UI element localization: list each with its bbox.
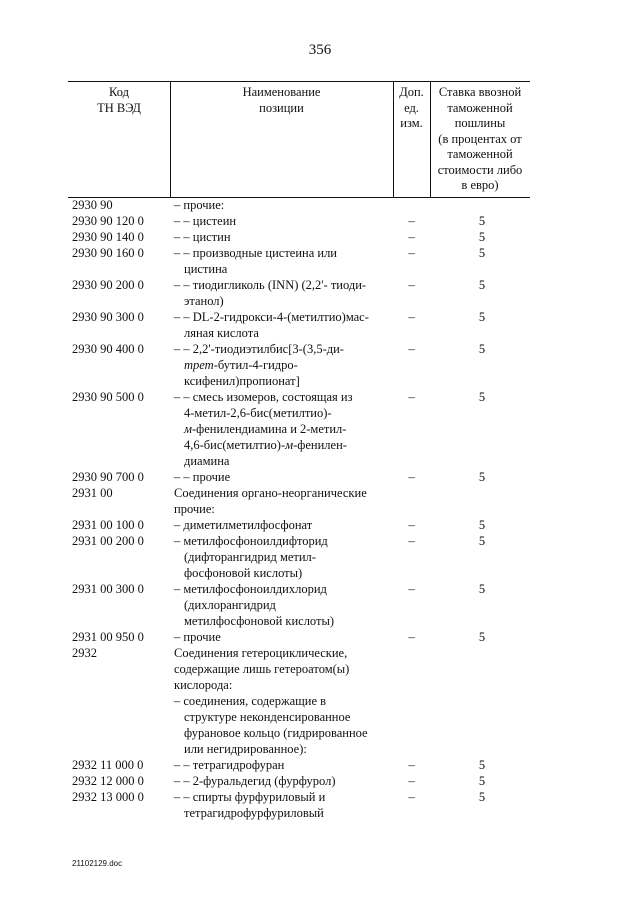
row-name xyxy=(174,277,396,309)
row-name xyxy=(174,213,396,229)
row-name-line: – прочие xyxy=(174,630,221,644)
row-code: 2931 00 100 0 xyxy=(72,518,144,532)
row-rate: 5 xyxy=(478,630,486,644)
row-name-line: фосфоновой кислоты) xyxy=(184,566,303,580)
row-rate: 5 xyxy=(478,390,486,404)
table-row xyxy=(0,789,640,821)
row-name-line: или негидрированное): xyxy=(184,742,307,756)
row-name-line: прочие: xyxy=(174,502,215,516)
row-rate: 5 xyxy=(478,774,486,788)
row-rate: 5 xyxy=(478,758,486,772)
row-name-line: Соединения гетероциклические, xyxy=(174,646,348,660)
row-rate: 5 xyxy=(478,278,486,292)
table-row xyxy=(0,581,640,629)
row-name-line: – соединения, содержащие в xyxy=(174,694,327,708)
header-rate-line: таможенной xyxy=(447,147,513,161)
header-rate-line: Ставка ввозной xyxy=(438,85,522,99)
row-unit: – xyxy=(408,582,415,596)
row-unit: – xyxy=(408,390,415,404)
row-name xyxy=(174,757,396,773)
header-name xyxy=(170,85,393,116)
row-name xyxy=(174,645,396,693)
header-rate-line: в евро) xyxy=(461,178,499,192)
row-name-line: – – тиодигликоль (INN) (2,2'- тиоди- xyxy=(174,278,367,292)
table-row xyxy=(0,517,640,533)
table-row xyxy=(0,773,640,789)
row-rate: 5 xyxy=(478,342,486,356)
row-name-line: – – тетрагидрофуран xyxy=(174,758,285,772)
row-code: 2930 90 140 0 xyxy=(72,230,144,244)
row-code: 2930 90 300 0 xyxy=(72,310,144,324)
row-name xyxy=(174,533,396,581)
row-name xyxy=(174,485,396,517)
row-rate: 5 xyxy=(478,534,486,548)
table-header xyxy=(68,81,530,198)
row-name xyxy=(174,517,396,533)
header-unit-line: ед. xyxy=(404,100,419,115)
row-code: 2930 90 400 0 xyxy=(72,342,144,356)
row-name-line: – – цистеин xyxy=(174,214,237,228)
header-unit-line: изм. xyxy=(400,116,423,130)
row-unit: – xyxy=(408,534,415,548)
row-rate: 5 xyxy=(478,582,486,596)
row-unit: – xyxy=(408,214,415,228)
row-name xyxy=(174,581,396,629)
row-rate: 5 xyxy=(478,214,486,228)
row-code: 2932 xyxy=(72,646,97,660)
row-unit: – xyxy=(408,230,415,244)
table-row xyxy=(0,245,640,277)
table-row xyxy=(0,757,640,773)
table-body xyxy=(0,197,640,821)
row-unit: – xyxy=(408,774,415,788)
header-code-line: ТН ВЭД xyxy=(97,100,141,115)
header-rate-line: (в процентах от xyxy=(438,131,522,146)
row-name-line: тетрагидрофурфуриловый xyxy=(184,806,324,820)
row-name-line: – – производные цистеина или xyxy=(174,246,338,260)
row-rate: 5 xyxy=(478,470,486,484)
row-code: 2930 90 700 0 xyxy=(72,470,144,484)
header-unit-line: Доп. xyxy=(399,85,424,99)
row-code: 2930 90 xyxy=(72,198,113,212)
row-name-line: ляная кислота xyxy=(184,326,259,340)
row-name-line: (дихлорангидрид xyxy=(184,598,276,612)
row-name-line: 4-метил-2,6-бис(метилтио)- xyxy=(184,406,332,420)
row-code: 2932 11 000 0 xyxy=(72,758,144,772)
row-name xyxy=(174,229,396,245)
row-name-line: кислорода: xyxy=(174,678,233,692)
header-unit xyxy=(393,85,430,132)
row-unit: – xyxy=(408,342,415,356)
header-code-line: Код xyxy=(109,85,129,99)
table-row xyxy=(0,645,640,693)
row-unit: – xyxy=(408,630,415,644)
row-name-line: Соединения органо-неорганические xyxy=(174,486,367,500)
row-rate: 5 xyxy=(478,230,486,244)
row-rate: 5 xyxy=(478,246,486,260)
row-name-line: – метилфосфоноилдихлорид xyxy=(174,582,327,596)
row-name-line: структуре неконденсированное xyxy=(184,710,351,724)
row-name xyxy=(174,773,396,789)
row-rate: 5 xyxy=(478,518,486,532)
table-row xyxy=(0,341,640,389)
row-name xyxy=(174,389,396,469)
row-unit: – xyxy=(408,310,415,324)
table-row xyxy=(0,309,640,341)
row-name-line: ксифенил)пропионат] xyxy=(184,374,300,388)
row-name xyxy=(174,469,396,485)
row-name-line: диамина xyxy=(184,454,230,468)
row-name-line: метилфосфоновой кислоты) xyxy=(184,614,335,628)
row-code: 2930 90 160 0 xyxy=(72,246,144,260)
table-row xyxy=(0,485,640,517)
row-name-line: – – спирты фурфуриловый и xyxy=(174,790,326,804)
row-rate: 5 xyxy=(478,790,486,804)
row-name-line: цистина xyxy=(184,262,228,276)
row-name xyxy=(174,693,396,757)
row-name-line: – – цистин xyxy=(174,230,231,244)
header-name-line: Наименование xyxy=(242,85,321,99)
table-row xyxy=(0,469,640,485)
header-rate-line: стоимости либо xyxy=(437,162,523,177)
table-row xyxy=(0,197,640,213)
row-code: 2932 12 000 0 xyxy=(72,774,144,788)
row-name-line: трет-бутил-4-гидро- xyxy=(184,358,298,372)
row-unit: – xyxy=(408,790,415,804)
header-code xyxy=(68,85,170,116)
row-name-line: – – смесь изомеров, состоящая из xyxy=(174,390,353,404)
row-unit: – xyxy=(408,758,415,772)
table-row xyxy=(0,389,640,469)
table-row xyxy=(0,277,640,309)
row-name xyxy=(174,629,396,645)
row-name xyxy=(174,341,396,389)
row-name-line: фурановое кольцо (гидрированное xyxy=(184,726,368,740)
table-row xyxy=(0,533,640,581)
table-row xyxy=(0,693,640,757)
row-code: 2930 90 120 0 xyxy=(72,214,144,228)
header-rate-line: таможенной xyxy=(447,100,513,115)
row-code: 2932 13 000 0 xyxy=(72,790,144,804)
page-number: 356 xyxy=(308,42,332,58)
row-name xyxy=(174,789,396,821)
row-code: 2931 00 300 0 xyxy=(72,582,144,596)
row-code: 2930 90 200 0 xyxy=(72,278,144,292)
row-name xyxy=(174,309,396,341)
row-code: 2931 00 200 0 xyxy=(72,534,144,548)
row-rate: 5 xyxy=(478,310,486,324)
row-name-line: – прочие: xyxy=(174,198,225,212)
row-name-line: – – DL-2-гидрокси-4-(метилтио)мас- xyxy=(174,310,369,324)
document-footer: 21102129.doc xyxy=(72,859,123,868)
row-name-line: – метилфосфоноилдифторид xyxy=(174,534,328,548)
row-name-line: содержащие лишь гетероатом(ы) xyxy=(174,662,350,676)
row-name xyxy=(174,245,396,277)
row-unit: – xyxy=(408,470,415,484)
row-unit: – xyxy=(408,246,415,260)
row-name-line: – – прочие xyxy=(174,470,231,484)
table-row xyxy=(0,213,640,229)
row-name-line: м-фенилендиамина и 2-метил- xyxy=(184,422,347,436)
row-name-line: – – 2,2'-тиодиэтилбис[3-(3,5-ди- xyxy=(174,342,344,356)
row-name-line: – диметилметилфосфонат xyxy=(174,518,313,532)
row-unit: – xyxy=(408,278,415,292)
header-name-line: позиции xyxy=(259,100,304,115)
row-name-line: 4,6-бис(метилтио)-м-фенилен- xyxy=(184,438,347,452)
row-code: 2930 90 500 0 xyxy=(72,390,144,404)
table-row xyxy=(0,229,640,245)
table-row xyxy=(0,629,640,645)
header-rate-line: пошлины xyxy=(454,116,506,130)
header-rate xyxy=(430,85,530,194)
row-name-line: этанол) xyxy=(184,294,224,308)
row-unit: – xyxy=(408,518,415,532)
row-code: 2931 00 950 0 xyxy=(72,630,144,644)
row-code: 2931 00 xyxy=(72,486,113,500)
row-name-line: – – 2-фуральдегид (фурфурол) xyxy=(174,774,336,788)
row-name xyxy=(174,197,396,213)
row-name-line: (дифторангидрид метил- xyxy=(184,550,316,564)
